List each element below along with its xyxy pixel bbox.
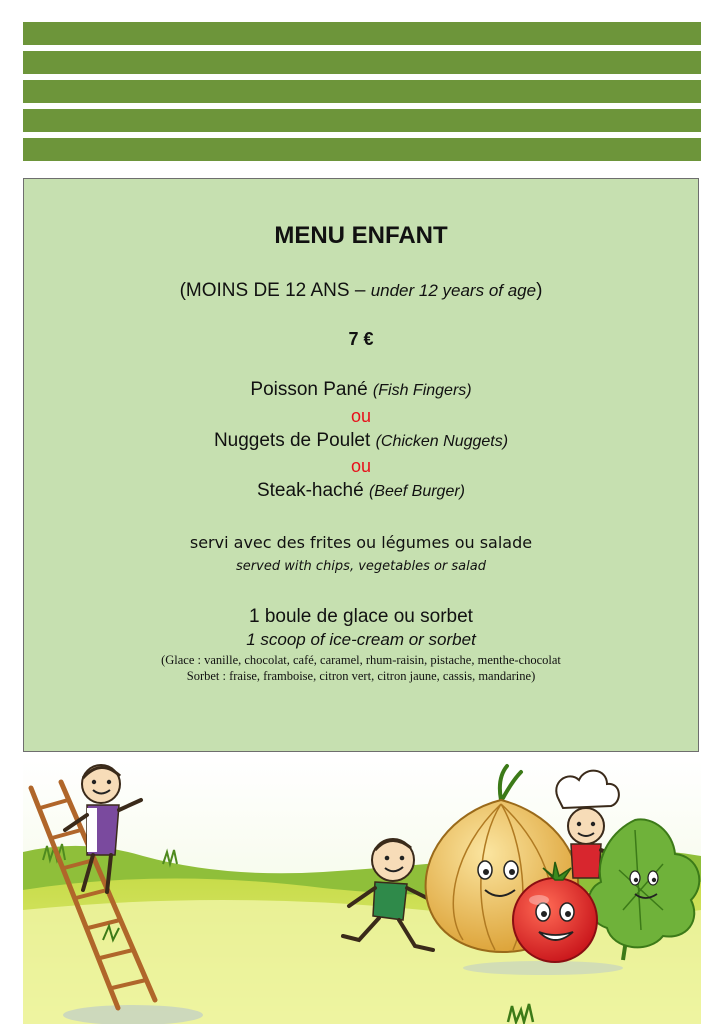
dish-name-french: Nuggets de Poulet bbox=[213, 430, 376, 451]
or-separator: ou bbox=[350, 456, 372, 476]
sorbet-flavors: Sorbet : fraise, framboise, citron vert, citron jaune, cassis, mandarine) bbox=[186, 669, 536, 683]
or-separator: ou bbox=[350, 406, 372, 426]
sides-english: served with chips, vegetables or salad bbox=[236, 559, 486, 574]
menu-price: 7 € bbox=[348, 329, 374, 349]
menu-title: MENU ENFANT bbox=[274, 222, 448, 249]
header-stripe bbox=[23, 22, 701, 45]
age-restriction bbox=[24, 281, 698, 302]
header-stripe bbox=[23, 80, 701, 103]
kids-menu-panel bbox=[23, 178, 699, 752]
header-stripe bbox=[23, 51, 701, 74]
dessert-english: 1 scoop of ice-cream or sorbet bbox=[246, 630, 476, 649]
age-restriction-english: under 12 years of age bbox=[370, 281, 537, 300]
age-restriction-close: ) bbox=[536, 280, 543, 301]
dish-name-english: (Chicken Nuggets) bbox=[375, 433, 509, 450]
cartoon-illustration bbox=[23, 760, 701, 1024]
dish-name-english: (Beef Burger) bbox=[368, 483, 465, 500]
dessert-french: 1 boule de glace ou sorbet bbox=[249, 606, 473, 627]
dish-option bbox=[24, 380, 698, 401]
age-restriction-french: (MOINS DE 12 ANS – bbox=[179, 280, 371, 301]
header-stripe bbox=[23, 138, 701, 161]
dish-option bbox=[24, 481, 698, 502]
dish-name-english: (Fish Fingers) bbox=[372, 382, 472, 399]
sides-french: servi avec des frites ou légumes ou salade bbox=[189, 533, 533, 552]
dish-option bbox=[24, 431, 698, 452]
dish-name-french: Steak-haché bbox=[256, 480, 369, 501]
ice-cream-flavors: (Glace : vanille, chocolat, café, caramel, rhum-raisin, pistache, menthe-chocolat bbox=[161, 653, 561, 667]
dish-name-french: Poisson Pané bbox=[250, 379, 373, 400]
header-stripe bbox=[23, 109, 701, 132]
